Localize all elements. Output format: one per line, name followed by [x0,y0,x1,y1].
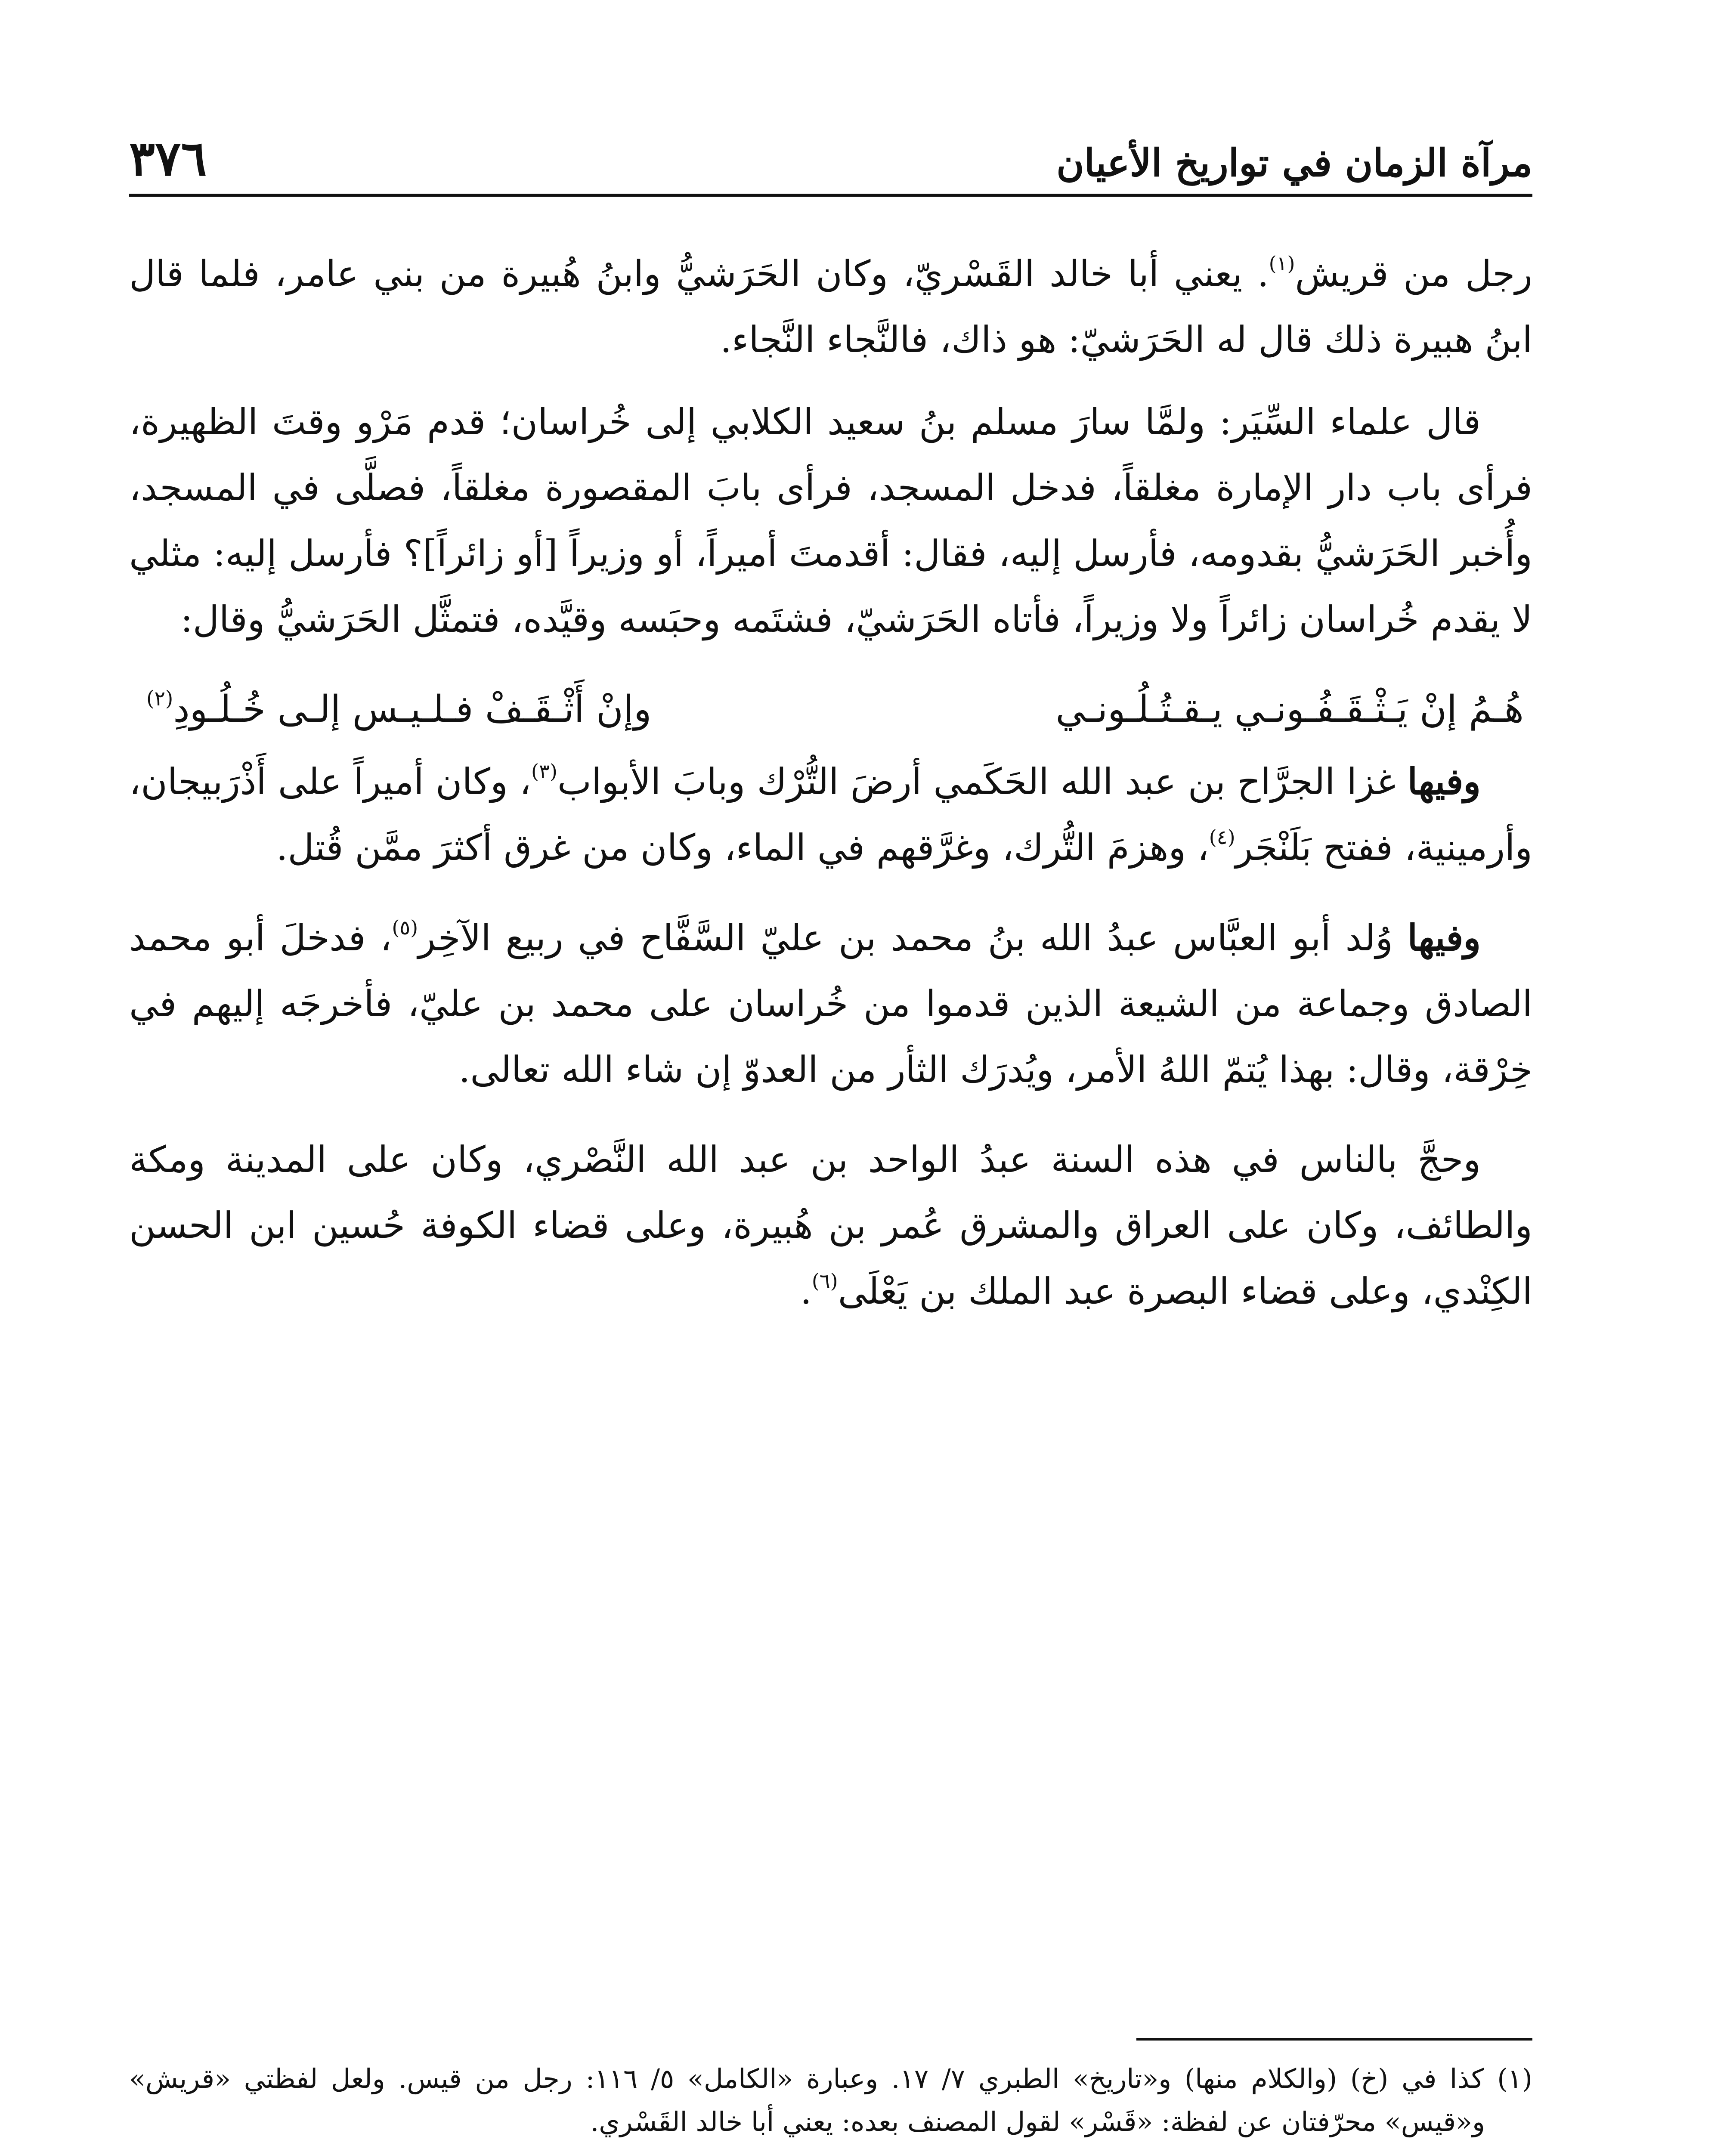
footnote-ref-6[interactable]: (٦) [811,1269,838,1293]
paragraph-3-text-c: ، وهزمَ التُّرك، وغرَّقهم في الماء، وكان من غرق أكثرَ ممَّن قُتل. [276,826,1209,869]
footnote-separator [1136,2038,1532,2041]
paragraph-1 [129,241,1532,373]
paragraph-1-text-a: رجل من قريش [1295,253,1532,295]
paragraph-5 [129,1127,1532,1324]
main-text [129,241,1532,1348]
footnote-ref-2[interactable]: (٢) [146,687,173,711]
paragraph-3-text-a: غزا الجرَّاح بن عبد الله الحَكَمي أرضَ التُّرْك وبابَ الأبواب [557,761,1408,803]
paragraph-2-text: قال علماء السِّيَر: ولمَّا سارَ مسلم بنُ سعيد الكلابي إلى خُراسان؛ قدم مَرْو وقتَ الظهيرة، فرأى باب دار الإمارة مغلقاً، فدخل المسجد، فرأى بابَ المقصورة مغلقاً، فصلَّى في المسجد، وأُخبر الحَرَشيُّ بقدومه، فأرسل إليه، فقال: أقدمتَ أميراً، أو وزيراً [أو زائراً]؟ فأرسل إليه: مثلي لا يقدم خُراسان زائراً ولا وزيراً، فأتاه الحَرَشيّ، فشتَمه وحبَسه وقيَّده، فتمثَّل الحَرَشيُّ وقال: [129,401,1532,640]
footnote-1 [129,2057,1532,2143]
verse-hemistich-2-text: وإنْ أَثْـقَـفْ فـلـيـس إلـى خُـلُـودِ [173,688,652,731]
page-number: ٣٧٦ [129,130,207,187]
verse-hemistich-2 [129,677,651,742]
footnote-ref-3[interactable]: (٣) [531,760,557,783]
paragraph-3-lead: وفيها [1407,760,1481,803]
running-title: مرآة الزمان في تواريخ الأعيان [1056,140,1532,185]
paragraph-4-text-a: وُلد أبو العبَّاس عبدُ الله بنُ محمد بن عليّ السَّفَّاح في ربيع الآخِر [418,917,1408,959]
paragraph-4-lead: وفيها [1407,916,1481,959]
footnote-ref-5[interactable]: (٥) [392,916,418,940]
page-header [129,130,1532,197]
paragraph-5-text-a: وحجَّ بالناس في هذه السنة عبدُ الواحد بن عبد الله النَّصْري، وكان على المدينة ومكة والطائف، وكان على العراق والمشرق عُمر بن هُبيرة، وعلى قضاء الكوفة حُسين ابن الحسن الكِنْدي، وعلى قضاء البصرة عبد الملك بن يَعْلَى [129,1138,1532,1312]
footnote-ref-4[interactable]: (٤) [1209,826,1235,849]
verse-hemistich-1: هُـمُ إنْ يَـثْـقَـفُـونـي يـقـتُـلُـونـي [1055,688,1524,731]
poetry-verse [129,677,1532,742]
footnotes-section [129,2057,1532,2152]
paragraph-3-text-b: ، وكان أميراً على أَذْرَبيجان، وأرمينية، ففتح بَلَنْجَر [129,761,1532,869]
paragraph-3 [129,748,1532,881]
footnote-text: كذا في (خ) (والكلام منها) و«تاريخ» الطبري ٧/ ١٧. وعبارة «الكامل» ٥/ ١١٦: رجل من قيس. ولعل لفظتي «قريش» و«قيس» محرّفتان عن لفظة: «قَسْر» لقول المصنف بعده: يعني أبا خالد القَسْري. [129,2063,1485,2137]
paragraph-1-text-b: . يعني أبا خالد القَسْريّ، وكان الحَرَشيُّ وابنُ هُبيرة من بني عامر، فلما قال ابنُ هبيرة ذلك قال له الحَرَشيّ: هو ذاك، فالنَّجاء النَّجاء. [129,253,1532,361]
paragraph-5-text-b: . [800,1270,812,1312]
paragraph-2 [129,389,1532,652]
footnote-ref-1[interactable]: (١) [1269,252,1295,275]
paragraph-4-text-b: ، فدخلَ أبو محمد الصادق وجماعة من الشيعة الذين قدموا من خُراسان على محمد بن عليّ، فأخرجَه إليهم في خِرْقة، وقال: بهذا يُتمّ اللهُ الأمر، ويُدرَك الثأر من العدوّ إن شاء الله تعالى. [129,917,1532,1091]
paragraph-4 [129,905,1532,1103]
footnote-number: (١) [1497,2063,1532,2094]
